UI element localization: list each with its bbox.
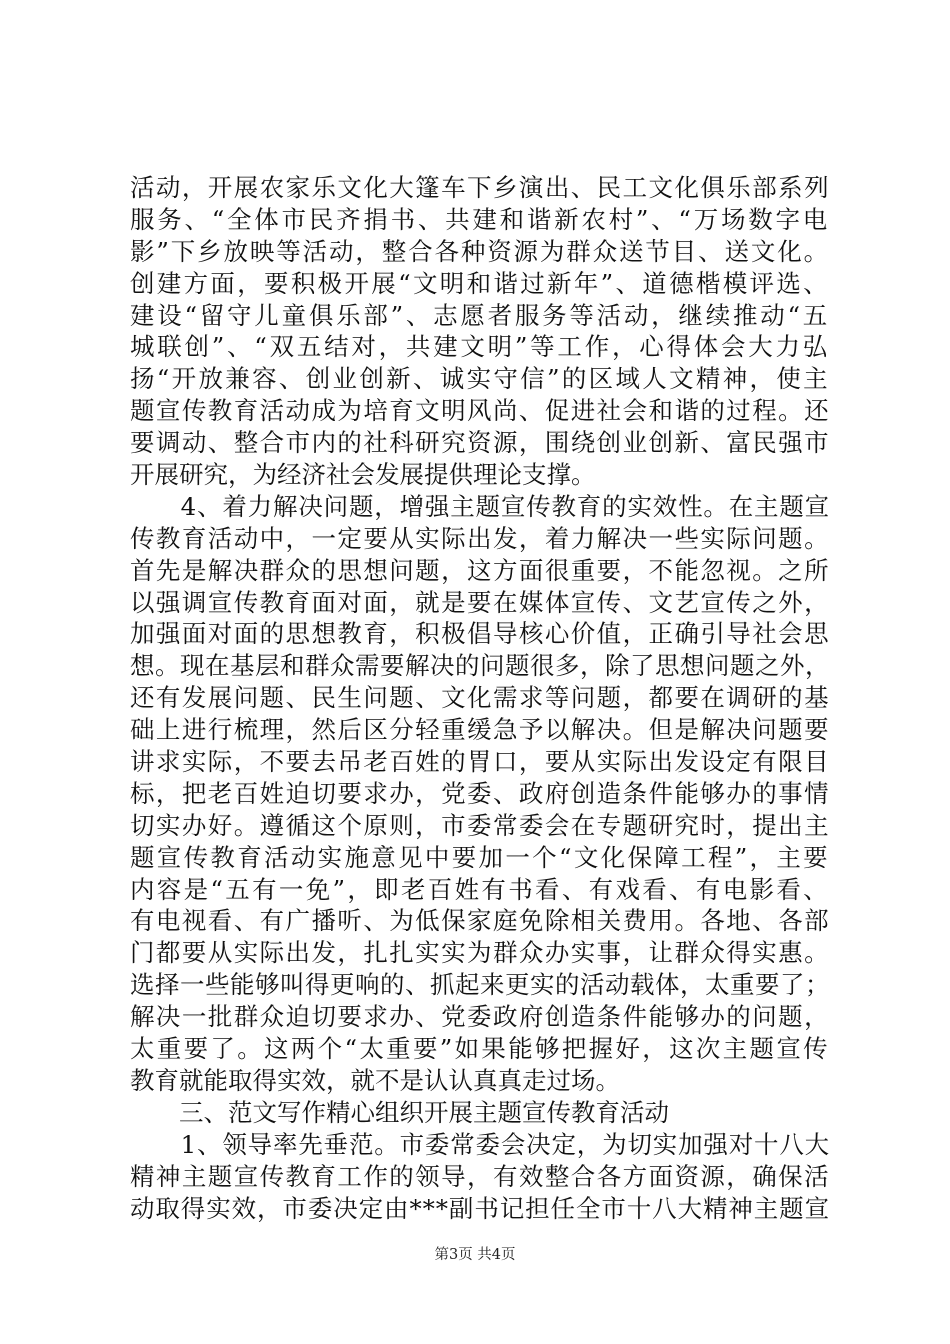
- text-line: 首先是解决群众的思想问题，这方面很重要，不能忽视。之所: [130, 555, 830, 585]
- text-line: 教育就能取得实效，就不是认认真真走过场。: [130, 1065, 620, 1095]
- text-line: 精神主题宣传教育工作的领导，有效整合各方面资源，确保活: [130, 1161, 830, 1191]
- text-line: 想。现在基层和群众需要解决的问题很多，除了思想问题之外，: [130, 651, 830, 681]
- text-line: 活动，开展农家乐文化大篷车下乡演出、民工文化俱乐部系列: [130, 173, 830, 202]
- text-line: 创建方面，要积极开展“文明和谐过新年”、道德楷模评选、: [130, 268, 830, 298]
- text-line: 题宣传教育活动实施意见中要加一个“文化保障工程”，主要: [130, 842, 830, 872]
- text-line: 开展研究，为经济社会发展提供理论支撑。: [130, 460, 596, 490]
- text-line: 础上进行梳理，然后区分轻重缓急予以解决。但是解决问题要: [130, 715, 830, 745]
- text-line: 有电视看、有广播听、为低保家庭免除相关费用。各地、各部: [130, 906, 830, 936]
- text-line: 题宣传教育活动成为培育文明风尚、促进社会和谐的过程。还: [130, 396, 830, 426]
- text-line: 影”下乡放映等活动，整合各种资源为群众送节目、送文化。: [130, 236, 830, 266]
- text-line: 服务、“全体市民齐捐书、共建和谐新农村”、“万场数字电: [130, 204, 830, 234]
- text-line: 解决一批群众迫切要求办、党委政府创造条件能够办的问题，: [130, 1002, 830, 1032]
- text-line: 要调动、整合市内的社科研究资源，围绕创业创新、富民强市: [130, 428, 830, 458]
- text-line: 扬“开放兼容、创业创新、诚实守信”的区域人文精神，使主: [130, 364, 830, 394]
- text-line: 内容是“五有一免”，即老百姓有书看、有戏看、有电影看、: [130, 874, 830, 904]
- text-line: 城联创”、“双五结对，共建文明”等工作，心得体会大力弘: [130, 332, 830, 362]
- text-line: 传教育活动中，一定要从实际出发，着力解决一些实际问题。: [130, 523, 830, 553]
- text-line: 以强调宣传教育面对面，就是要在媒体宣传、文艺宣传之外，: [130, 587, 830, 617]
- page-number-label: 第3页 共4页: [434, 1247, 516, 1263]
- text-line: 三、范文写作精心组织开展主题宣传教育活动: [130, 1097, 669, 1127]
- text-line: 还有发展问题、民生问题、文化需求等问题，都要在调研的基: [130, 683, 830, 713]
- text-line: 1、领导率先垂范。市委常委会决定，为切实加强对十八大: [130, 1129, 830, 1159]
- body-text: [130, 172, 830, 1224]
- text-line: 加强面对面的思想教育，积极倡导核心价值，正确引导社会思: [130, 619, 830, 649]
- text-line: 4、着力解决问题，增强主题宣传教育的实效性。在主题宣: [130, 491, 830, 521]
- text-line: 选择一些能够叫得更响的、抓起来更实的活动载体，太重要了；: [130, 970, 830, 1000]
- text-line: 门都要从实际出发，扎扎实实为群众办实事，让群众得实惠。: [130, 938, 830, 968]
- text-line: 太重要了。这两个“太重要”如果能够把握好，这次主题宣传: [130, 1034, 830, 1064]
- text-line: 讲求实际，不要去吊老百姓的胃口，要从实际出发设定有限目: [130, 747, 830, 777]
- text-line: 动取得实效，市委决定由***副书记担任全市十八大精神主题宣: [130, 1193, 830, 1223]
- text-line: 建设“留守儿童俱乐部”、志愿者服务等活动，继续推动“五: [130, 300, 830, 330]
- text-line: 切实办好。遵循这个原则，市委常委会在专题研究时，提出主: [130, 810, 830, 840]
- page-footer: [0, 1243, 950, 1264]
- text-line: 标，把老百姓迫切要求办，党委、政府创造条件能够办的事情: [130, 778, 830, 808]
